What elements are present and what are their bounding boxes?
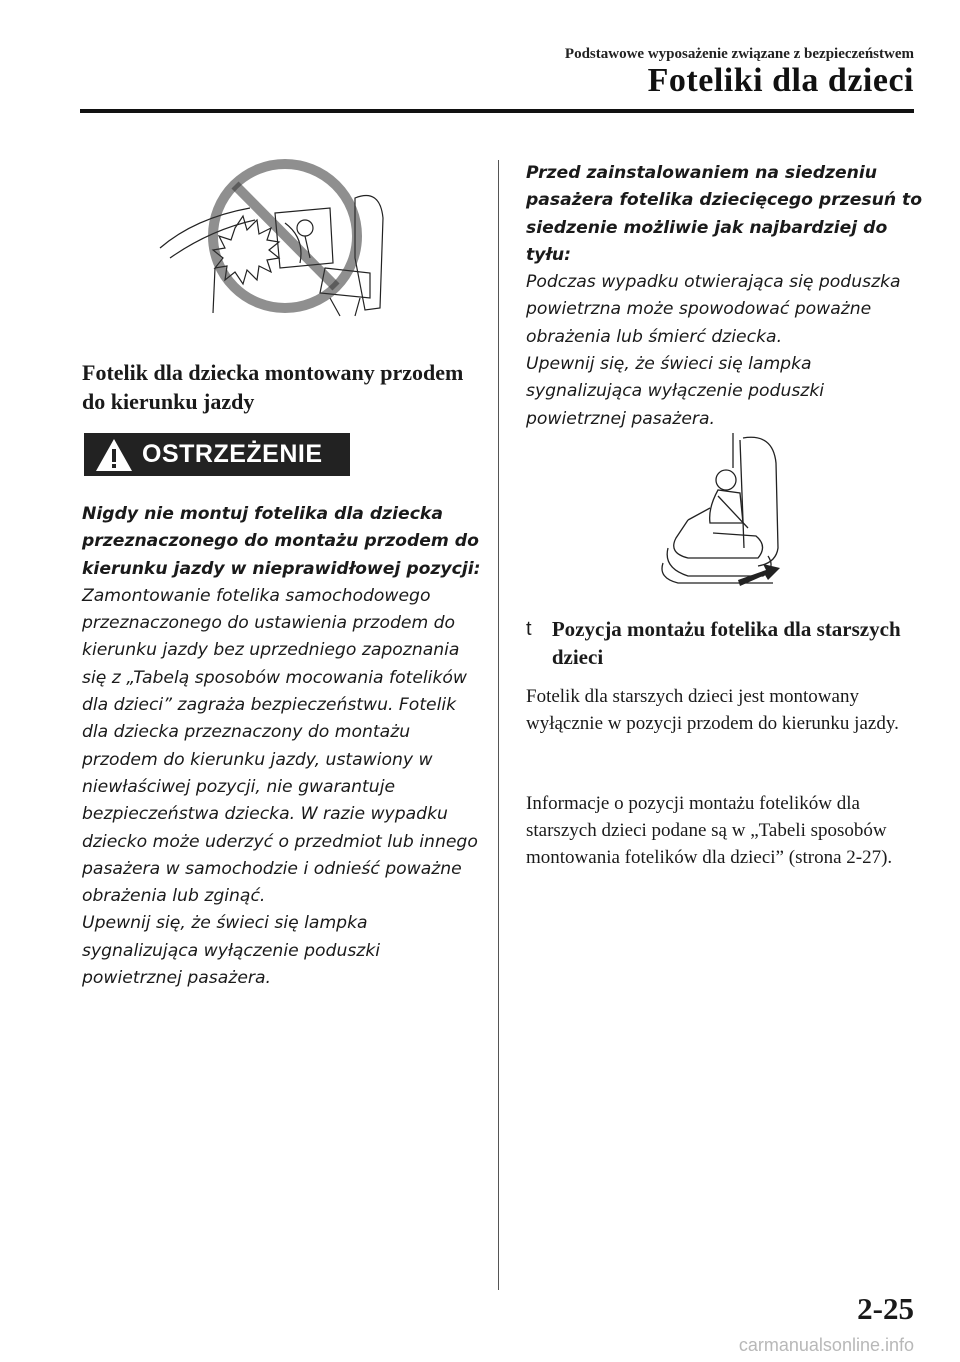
watermark: carmanualsonline.info — [738, 1335, 914, 1355]
subsection-marker: t — [526, 618, 532, 640]
page-number: 2-25 — [857, 1291, 914, 1326]
left-warning-bold: Nigdy nie montuj fotelika dla dziecka przeznaczonego do montażu przodem do kierunku jazdy w nieprawidłowej pozycji: — [82, 504, 481, 579]
booster-paragraph-1: Fotelik dla starszych dzieci jest montowany wyłącznie w pozycji przodem do kierunku jazdy. — [526, 686, 899, 734]
prohibited-airbag-child-seat-illustration — [155, 158, 400, 318]
header-section: Podstawowe wyposażenie związane z bezpieczeństwem — [564, 46, 914, 62]
left-warning-text — [82, 501, 482, 992]
booster-paragraph-2: Informacje o pozycji montażu fotelików dla starszych dzieci podane są w „Tabeli sposobów montowania fotelików dla dzieci” (strona 2-27). — [526, 793, 893, 868]
left-warning-body: Zamontowanie fotelika samochodowego przeznaczonego do ustawienia przodem do kierunku jazdy bez uprzedniego zapoznania się z „Tabelą sposobów mocowania fotelików dla dzieci” zagraża bezpieczeństwu. Fotelik dla dziecka przeznaczony do montażu przodem do kierunku jazdy, ustawiony w niewłaściwej pozycji, nie gwarantuje bezpieczeństwa dziecka. W razie wypadku dziecko może uderzyć o przedmiot lub innego pasażera w samochodzie i odnieść poważne obrażenia lub zginąć. — [82, 585, 478, 907]
subsection-heading-booster — [526, 615, 926, 671]
right-warning-body2: Upewnij się, że świeci się lampka sygnalizująca wyłączenie poduszki powietrznej pasażera. — [526, 354, 825, 429]
warning-triangle-icon — [94, 435, 134, 475]
right-warning-bold: Przed zainstalowaniem na siedzeniu pasażera fotelika dziecięcego przesuń to siedzenie możliwie jak najbardziej do tyłu: — [526, 163, 923, 265]
booster-seat-illustration — [648, 428, 788, 588]
column-divider — [498, 160, 499, 1290]
left-warning-body2: Upewnij się, że świeci się lampka sygnalizująca wyłączenie poduszki powietrznej pasażera. — [82, 913, 381, 989]
right-warning-text — [526, 160, 926, 433]
warning-banner — [84, 433, 350, 476]
page-title: Foteliki dla dzieci — [647, 62, 914, 99]
section-heading-forward-facing: Fotelik dla dziecka montowany przodem do kierunku jazdy — [82, 360, 464, 414]
warning-label: OSTRZEŻENIE — [142, 440, 323, 468]
right-warning-body: Podczas wypadku otwierająca się poduszka powietrzna może spowodować poważne obrażenia lub śmierć dziecka. — [526, 272, 901, 347]
subsection-title: Pozycja montażu fotelika dla starszych dzieci — [551, 617, 901, 669]
header-rule — [80, 109, 914, 113]
